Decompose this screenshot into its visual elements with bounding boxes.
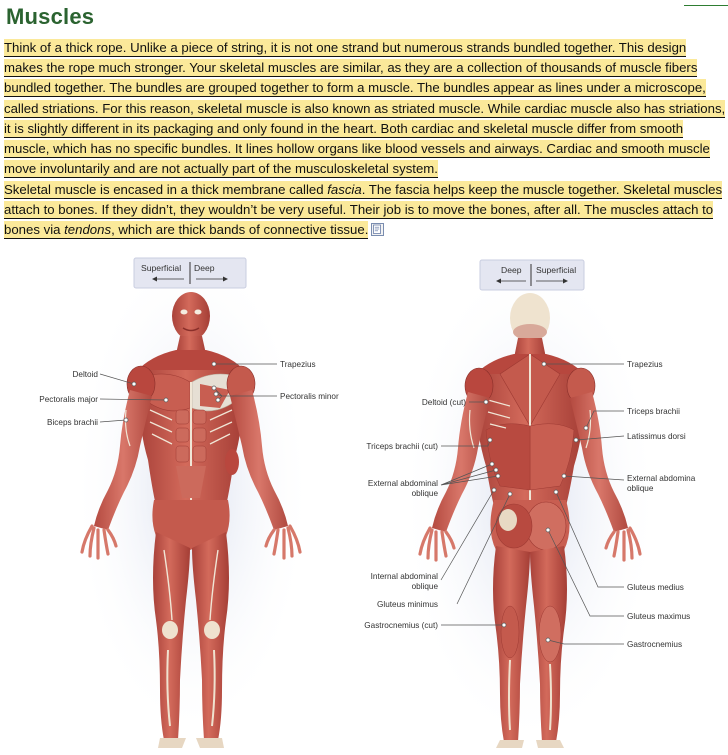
label-internal-oblique-2: oblique bbox=[411, 582, 438, 591]
label-latissimus-dorsi: Latissimus dorsi bbox=[627, 432, 686, 441]
muscle-diagram bbox=[0, 250, 728, 750]
toggle-label-deep: Deep bbox=[501, 265, 522, 275]
page-title: Muscles bbox=[6, 4, 95, 29]
label-trapezius: Trapezius bbox=[280, 360, 316, 369]
superficial-deep-toggle-posterior[interactable] bbox=[480, 260, 584, 290]
term-fascia: fascia bbox=[327, 182, 362, 197]
label-biceps-brachii: Biceps brachii bbox=[47, 418, 98, 427]
paragraph-fascia bbox=[4, 180, 726, 241]
label-trapezius-posterior: Trapezius bbox=[627, 360, 663, 369]
label-triceps-brachii: Triceps brachii bbox=[627, 407, 680, 416]
label-gluteus-medius: Gluteus medius bbox=[627, 583, 684, 592]
label-gastrocnemius-cut: Gastrocnemius (cut) bbox=[364, 621, 438, 630]
label-gastrocnemius: Gastrocnemius bbox=[627, 640, 683, 649]
toggle-label-deep: Deep bbox=[194, 263, 215, 273]
label-external-oblique-right: External abdomina bbox=[627, 474, 696, 483]
toggle-label-superficial: Superficial bbox=[536, 265, 577, 275]
label-external-oblique-right-2: oblique bbox=[627, 484, 654, 493]
top-rule bbox=[684, 5, 728, 6]
label-deltoid: Deltoid bbox=[72, 370, 98, 379]
toggle-label-superficial: Superficial bbox=[141, 263, 182, 273]
note-icon[interactable] bbox=[371, 223, 384, 236]
label-external-oblique-left: External abdominal bbox=[367, 479, 438, 488]
highlighted-text[interactable]: Skeletal muscle is encased in a thick membrane called fascia. The fascia helps keep the muscle together. Skeletal muscles attach to bones. If they didn’t, they wouldn’t be very useful. Their job is to move the bones, after all. The muscles attach to bones via tendons, which are thick bands of connective tissue. bbox=[4, 182, 723, 238]
label-gluteus-maximus: Gluteus maximus bbox=[627, 612, 691, 621]
term-tendons: tendons bbox=[64, 222, 112, 238]
anatomy-illustration bbox=[0, 250, 728, 750]
label-internal-oblique: Internal abdominal bbox=[370, 572, 438, 581]
label-external-oblique-left-2: oblique bbox=[411, 489, 438, 498]
superficial-deep-toggle-anterior[interactable] bbox=[134, 258, 246, 288]
label-pectoralis-minor: Pectoralis minor bbox=[280, 392, 339, 401]
highlighted-text[interactable]: Think of a thick rope. Unlike a piece of string, it is not one strand but numerous strands bundled together. This design makes the rope much stronger. Your skeletal muscles are similar, as they are a collection of thousands of muscle fibers bundled together. The bundles are grouped together to form a muscle. The bundles appear as lines under a microscope, called striations. For this reason, skeletal muscle is also known as striated muscle. While cardiac muscle also has striations, it is slightly different in its packaging and only found in the heart. Both cardiac and skeletal muscle differ from smooth muscle, which has no specific bundles. It lines hollow organs like blood vessels and airways. Cardiac and smooth muscle move involuntarily and are not actually part of the musculoskeletal system. bbox=[4, 40, 726, 177]
label-pectoralis-major: Pectoralis major bbox=[39, 395, 98, 404]
label-triceps-brachii-cut: Triceps brachii (cut) bbox=[366, 442, 438, 451]
label-gluteus-minimus: Gluteus minimus bbox=[377, 600, 438, 609]
paragraph-intro bbox=[4, 38, 726, 179]
label-deltoid-cut: Deltoid (cut) bbox=[421, 398, 466, 407]
